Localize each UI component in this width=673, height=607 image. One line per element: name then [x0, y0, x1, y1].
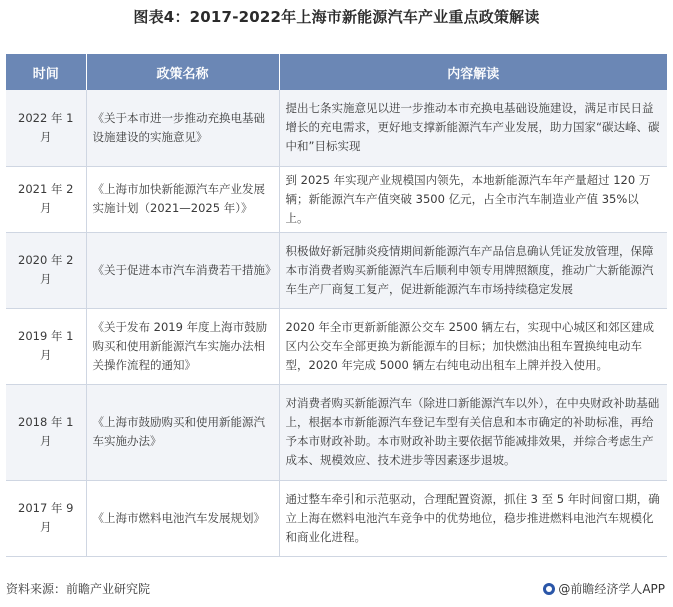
row-year: 2019 年 1 月 [6, 308, 86, 384]
row-policy: 《上海市鼓励购买和使用新能源汽车实施办法》 [86, 384, 279, 480]
row-content: 提出七条实施意见以进一步推动本市充换电基础设施建设，满足市民日益增长的充电需求，更好地支撑新能源汽车产业发展，助力国家“碳达峰、碳中和”目标实现 [279, 90, 667, 166]
row-content: 积极做好新冠肺炎疫情期间新能源汽车产品信息确认凭证发放管理，保障本市消费者购买新能源汽车后顺利申领专用牌照额度，推动广大新能源汽车生产厂商复工复产，促进新能源汽车市场持续稳定发展 [279, 232, 667, 308]
row-content: 2020 年全市更新新能源公交车 2500 辆左右，实现中心城区和郊区建成区内公交车全部更换为新能源车的目标；加快燃油出租车置换纯电动车型，2020 年完成 5000 辆左右纯电动出租车上牌并投入使用。 [279, 308, 667, 384]
row-policy: 《关于发布 2019 年度上海市鼓励购买和使用新能源汽车实施办法相关操作流程的通知》 [86, 308, 279, 384]
table-row [6, 480, 667, 556]
header-time: 时间 [6, 54, 86, 90]
row-content: 通过整车牵引和示范驱动，合理配置资源，抓住 3 至 5 年时间窗口期，确立上海在燃料电池汽车竞争中的优势地位，稳步推进燃料电池汽车规模化和商业化进程。 [279, 480, 667, 556]
row-year: 2020 年 2 月 [6, 232, 86, 308]
policy-table [6, 54, 667, 557]
table-row [6, 232, 667, 308]
row-content: 对消费者购买新能源汽车（除进口新能源汽车以外），在中央财政补助基础上，根据本市新能源汽车登记车型有关信息和本市确定的补助标准，再给予本市财政补助。本市财政补助主要依据节能减排效果，并综合考虑生产成本、规模效应、技术进步等因素逐步退坡。 [279, 384, 667, 480]
row-policy: 《关于促进本市汽车消费若干措施》 [86, 232, 279, 308]
row-year: 2018 年 1 月 [6, 384, 86, 480]
row-year: 2022 年 1 月 [6, 90, 86, 166]
table-row [6, 308, 667, 384]
header-policy-name: 政策名称 [86, 54, 279, 90]
table-row [6, 90, 667, 166]
chart-title: 图表4：2017-2022年上海市新能源汽车产业重点政策解读 [133, 8, 540, 26]
qianzhan-logo-icon [543, 583, 555, 595]
row-year: 2021 年 2 月 [6, 166, 86, 232]
brand-text: @前瞻经济学人APP [558, 582, 665, 596]
table-row [6, 166, 667, 232]
row-policy: 《关于本市进一步推动充换电基础设施建设的实施意见》 [86, 90, 279, 166]
source-note: 资料来源：前瞻产业研究院 [6, 582, 151, 596]
row-policy: 《上海市加快新能源汽车产业发展实施计划（2021—2025 年）》 [86, 166, 279, 232]
brand-credit [543, 580, 665, 597]
table-row [6, 384, 667, 480]
row-policy: 《上海市燃料电池汽车发展规划》 [86, 480, 279, 556]
table-header-row [6, 54, 667, 90]
row-content: 到 2025 年实现产业规模国内领先，本地新能源汽车年产量超过 120 万辆；新能源汽车产值突破 3500 亿元，占全市汽车制造业产值 35%以上。 [279, 166, 667, 232]
header-content: 内容解读 [279, 54, 667, 90]
row-year: 2017 年 9 月 [6, 480, 86, 556]
